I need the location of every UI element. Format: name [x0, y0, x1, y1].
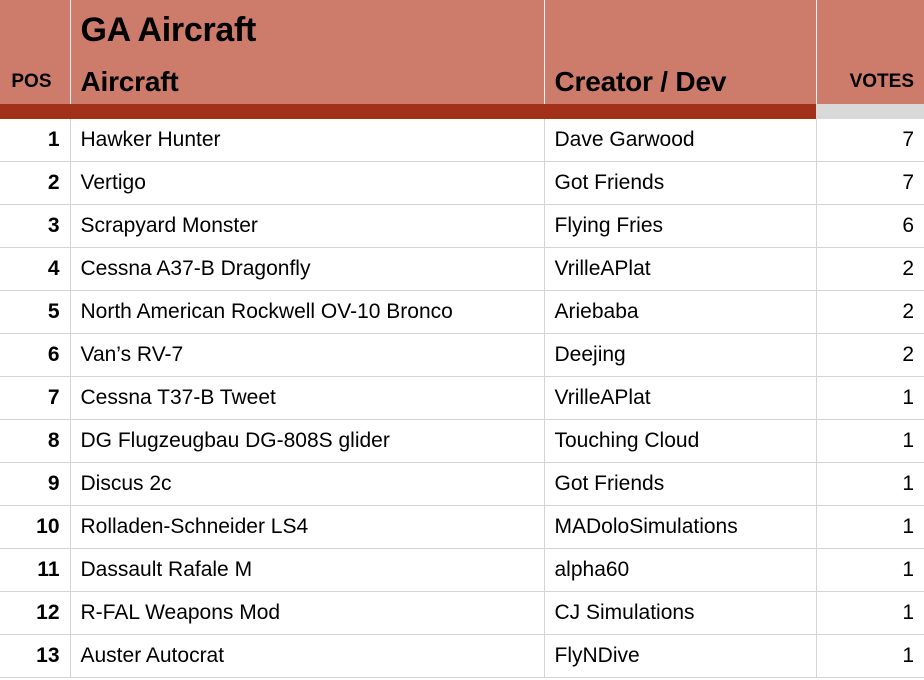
cell-pos: 5	[0, 291, 70, 334]
cell-aircraft: Rolladen-Schneider LS4	[70, 506, 544, 549]
table-row[interactable]	[0, 162, 924, 205]
cell-aircraft: Auster Autocrat	[70, 635, 544, 678]
cell-votes: 6	[816, 205, 924, 248]
table-row[interactable]	[0, 549, 924, 592]
cell-aircraft: Vertigo	[70, 162, 544, 205]
cell-votes: 1	[816, 420, 924, 463]
table-row[interactable]	[0, 377, 924, 420]
cell-pos: 12	[0, 592, 70, 635]
cell-pos: 4	[0, 248, 70, 291]
cell-votes: 7	[816, 119, 924, 162]
cell-votes: 1	[816, 592, 924, 635]
title-blank-votes-cell	[816, 0, 924, 60]
cell-votes: 2	[816, 334, 924, 377]
cell-creator: MADoloSimulations	[544, 506, 816, 549]
cell-aircraft: Cessna A37-B Dragonfly	[70, 248, 544, 291]
column-header-creator-label: Creator / Dev	[554, 66, 727, 97]
column-header-aircraft-label: Aircraft	[80, 66, 179, 97]
cell-creator: Got Friends	[544, 463, 816, 506]
cell-pos: 8	[0, 420, 70, 463]
table-row[interactable]	[0, 420, 924, 463]
separator-bar-aircraft	[70, 104, 544, 119]
title-spacer-cell	[0, 0, 70, 60]
page-title: GA Aircraft	[80, 11, 257, 49]
table-row[interactable]	[0, 334, 924, 377]
column-header-creator[interactable]	[544, 60, 816, 104]
cell-votes: 1	[816, 463, 924, 506]
cell-votes: 1	[816, 506, 924, 549]
cell-votes: 2	[816, 248, 924, 291]
table-row[interactable]	[0, 463, 924, 506]
cell-pos: 11	[0, 549, 70, 592]
cell-pos: 13	[0, 635, 70, 678]
cell-creator: VrilleAPlat	[544, 377, 816, 420]
header-row	[0, 60, 924, 104]
cell-votes: 1	[816, 377, 924, 420]
cell-aircraft: Scrapyard Monster	[70, 205, 544, 248]
cell-creator: FlyNDive	[544, 635, 816, 678]
cell-creator: Got Friends	[544, 162, 816, 205]
cell-creator: Touching Cloud	[544, 420, 816, 463]
cell-aircraft: Van’s RV-7	[70, 334, 544, 377]
cell-pos: 1	[0, 119, 70, 162]
table-row[interactable]	[0, 205, 924, 248]
separator-bar-creator	[544, 104, 816, 119]
column-header-votes-label: VOTES	[849, 71, 914, 92]
cell-creator: CJ Simulations	[544, 592, 816, 635]
cell-votes: 7	[816, 162, 924, 205]
cell-aircraft: North American Rockwell OV-10 Bronco	[70, 291, 544, 334]
cell-creator: VrilleAPlat	[544, 248, 816, 291]
column-header-aircraft[interactable]	[70, 60, 544, 104]
cell-creator: Flying Fries	[544, 205, 816, 248]
title-blank-dev-cell	[544, 0, 816, 60]
cell-votes: 1	[816, 549, 924, 592]
cell-creator: Ariebaba	[544, 291, 816, 334]
cell-pos: 2	[0, 162, 70, 205]
separator-track-votes	[816, 104, 924, 119]
cell-votes: 2	[816, 291, 924, 334]
cell-pos: 9	[0, 463, 70, 506]
cell-aircraft: Dassault Rafale M	[70, 549, 544, 592]
title-cell	[70, 0, 544, 60]
table-row[interactable]	[0, 592, 924, 635]
cell-votes: 1	[816, 635, 924, 678]
column-header-pos-label: POS	[11, 71, 52, 92]
separator-row	[0, 104, 924, 119]
cell-pos: 3	[0, 205, 70, 248]
separator-bar-pos	[0, 104, 70, 119]
cell-pos: 7	[0, 377, 70, 420]
cell-pos: 10	[0, 506, 70, 549]
column-header-votes[interactable]	[816, 60, 924, 104]
title-row	[0, 0, 924, 60]
cell-aircraft: DG Flugzeugbau DG-808S glider	[70, 420, 544, 463]
cell-pos: 6	[0, 334, 70, 377]
cell-aircraft: Cessna T37-B Tweet	[70, 377, 544, 420]
column-header-pos[interactable]	[0, 60, 70, 104]
table-row[interactable]	[0, 248, 924, 291]
cell-aircraft: R-FAL Weapons Mod	[70, 592, 544, 635]
cell-aircraft: Discus 2c	[70, 463, 544, 506]
table-row[interactable]	[0, 291, 924, 334]
table-row[interactable]	[0, 635, 924, 678]
cell-creator: Dave Garwood	[544, 119, 816, 162]
cell-aircraft: Hawker Hunter	[70, 119, 544, 162]
cell-creator: alpha60	[544, 549, 816, 592]
table-row[interactable]	[0, 506, 924, 549]
cell-creator: Deejing	[544, 334, 816, 377]
table-row[interactable]	[0, 119, 924, 162]
